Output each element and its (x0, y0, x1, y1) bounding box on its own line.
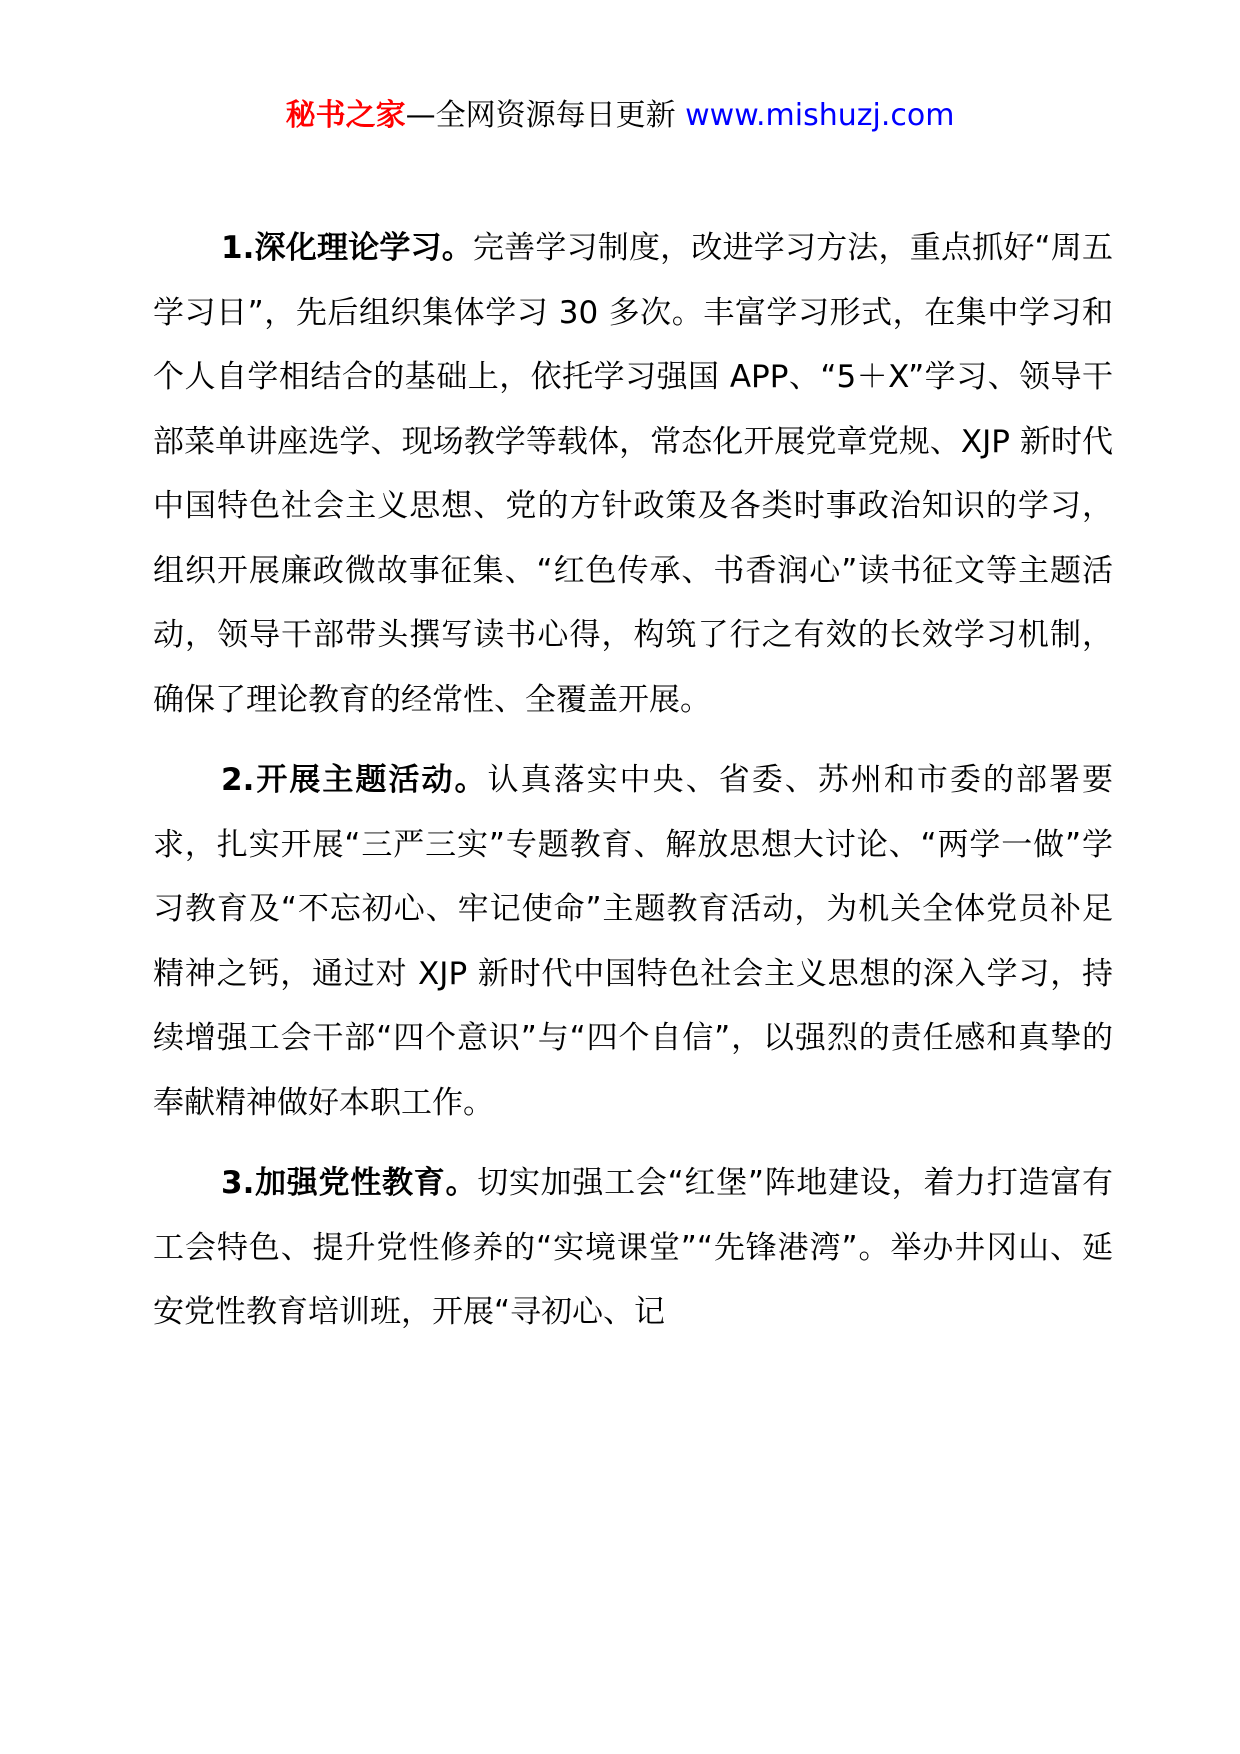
paragraph-theory-study (153, 216, 1113, 732)
brand-name: 秘书之家 (285, 98, 406, 133)
site-url-link[interactable]: www.mishuzj.com (685, 98, 955, 133)
header-tagline: —全网资源每日更新 (405, 98, 686, 133)
site-header (0, 96, 1240, 136)
paragraph-heading: 1.深化理论学习。 (221, 230, 473, 266)
paragraph-heading: 3.加强党性教育。 (221, 1165, 478, 1201)
paragraph-text: 认真落实中央、省委、苏州和市委的部署要求，扎实开展“三严三实”专题教育、解放思想大讨论、“两学一做”学习教育及“不忘初心、牢记使命”主题教育活动，为机关全体党员补足精神之钙，通过对 XJP 新时代中国特色社会主义思想的深入学习，持续增强工会干部“四个意识”与“四个自信”，以强烈的责任感和真挚的奉献精神做好本职工作。 (153, 762, 1113, 1121)
paragraph-text: 完善学习制度，改进学习方法，重点抓好“周五学习日”，先后组织集体学习 30 多次。丰富学习形式，在集中学习和个人自学相结合的基础上，依托学习强国 APP、“5＋X”学习、领导干部菜单讲座选学、现场教学等载体，常态化开展党章党规、XJP 新时代中国特色社会主义思想、党的方针政策及各类时事政治知识的学习，组织开展廉政微故事征集、“红色传承、书香润心”读书征文等主题活动，领导干部带头撰写读书心得，构筑了行之有效的长效学习机制，确保了理论教育的经常性、全覆盖开展。 (153, 230, 1113, 718)
paragraph-heading: 2.开展主题活动。 (221, 762, 488, 798)
paragraph-text: 切实加强工会“红堡”阵地建设，着力打造富有工会特色、提升党性修养的“实境课堂”“先锋港湾”。举办井冈山、延安党性教育培训班，开展“寻初心、记 (153, 1165, 1113, 1330)
document-body (153, 216, 1113, 1361)
paragraph-party-education (153, 1151, 1113, 1345)
paragraph-theme-activities (153, 748, 1113, 1135)
